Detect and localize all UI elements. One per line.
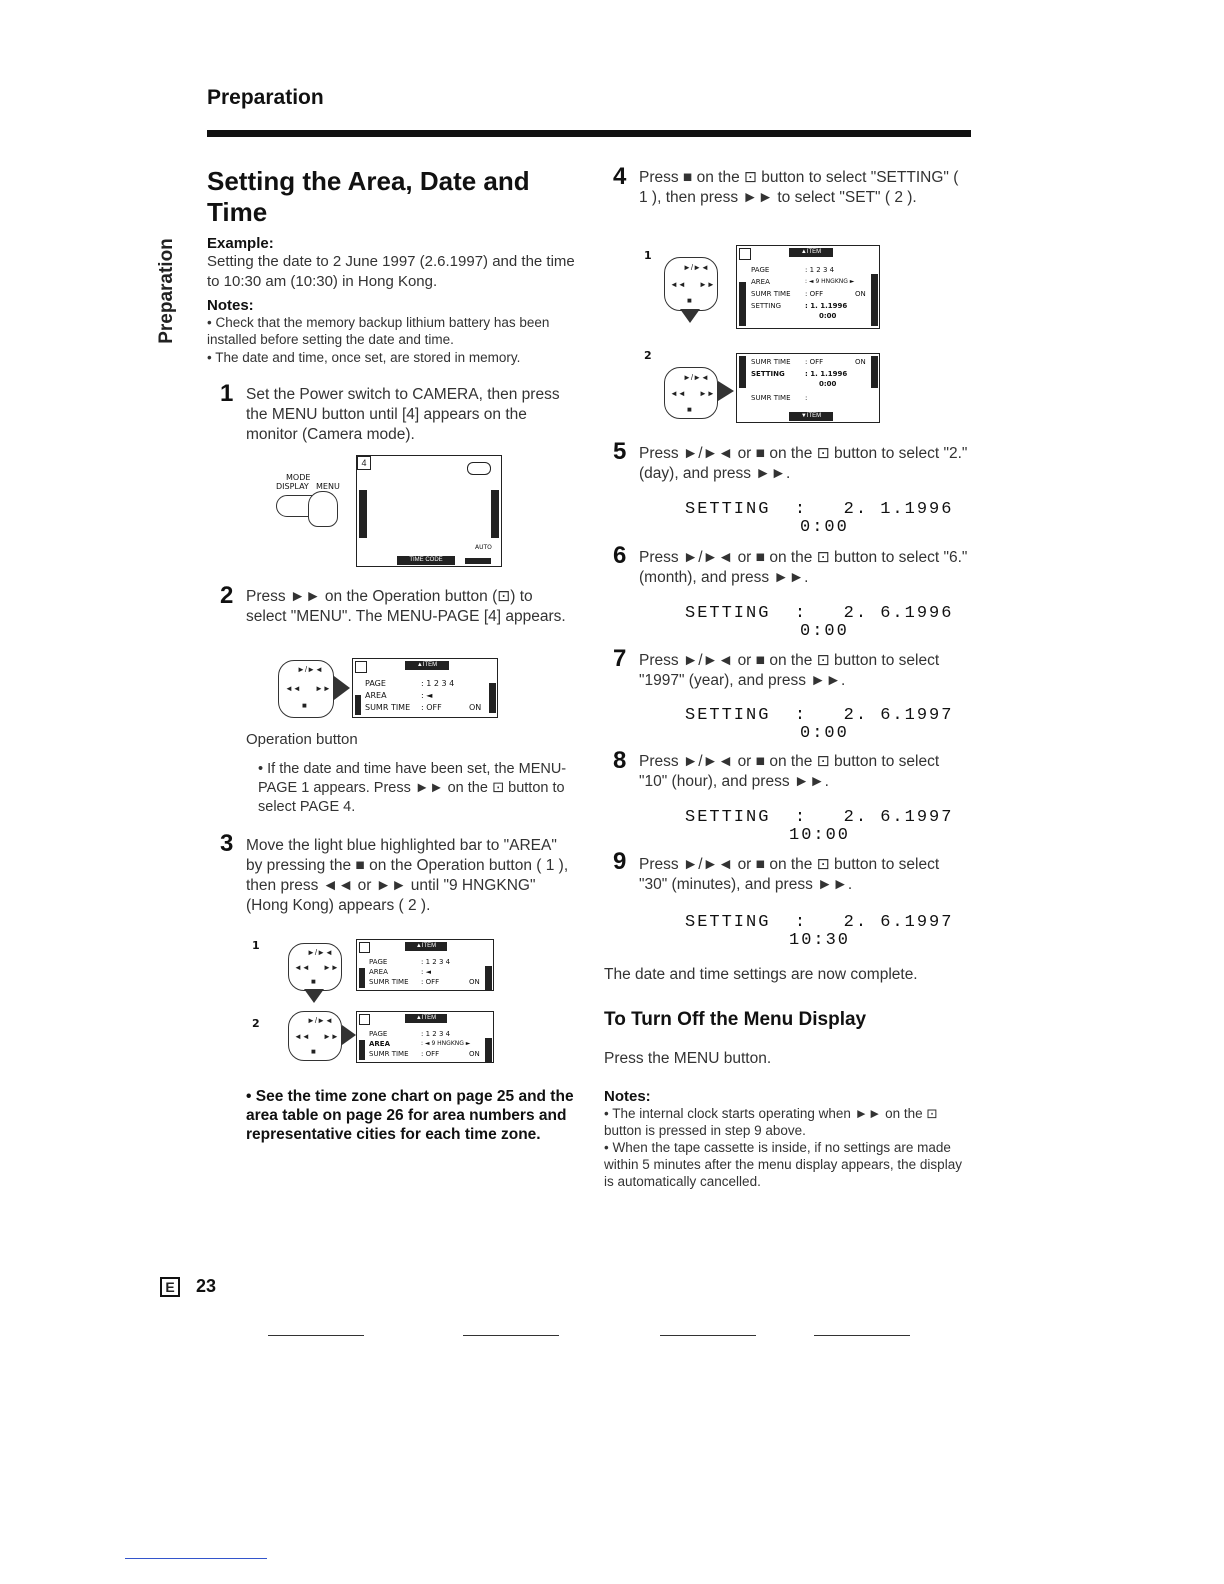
area-row-value: : ◄ 9 HNGKNG ►	[421, 1040, 471, 1047]
complete-text: The date and time settings are now complete.	[604, 966, 918, 983]
cassette-icon	[467, 462, 491, 475]
display-label: DISPLAY	[276, 482, 309, 491]
note-item: • Check that the memory backup lithium battery has been installed before setting the date and time.	[207, 315, 550, 347]
step-text: Press ►/►◄ or ■ on the ⊡ button to select "30" (minutes), and press ►►.	[639, 856, 940, 893]
left-strip	[359, 968, 365, 988]
page-row-label: PAGE	[751, 266, 770, 274]
display-readout: SETTING : 2. 6.1997	[685, 706, 954, 725]
right-strip	[485, 1038, 492, 1062]
sumr-row-value: : OFF	[805, 290, 824, 298]
page-title: Setting the Area, Date and Time	[207, 166, 530, 227]
right-arrow-icon	[334, 676, 350, 700]
right-strip	[871, 356, 878, 388]
area-row-label: AREA	[369, 1040, 391, 1048]
camera-mode-figure	[272, 455, 504, 570]
sumr-row-value: : OFF	[805, 358, 824, 366]
operation-button: ►/►◄ ◄◄ ►► ■	[288, 1011, 342, 1061]
side-tab-label: Preparation	[155, 238, 177, 344]
page-icon	[355, 661, 367, 673]
finger-icon	[308, 491, 338, 527]
step-number: 5	[613, 438, 627, 465]
figure-step-number: 2	[252, 1017, 260, 1030]
item-bar: ▲ITEM	[405, 661, 449, 670]
area-row-label: AREA	[751, 278, 770, 286]
menu-strip	[491, 490, 499, 538]
right-strip	[485, 966, 492, 990]
bullet-note: • If the date and time have been set, the MENU-PAGE 1 appears. Press ►► on the ⊡ button to select PAGE 4.	[258, 761, 567, 815]
bold-note: • See the time zone chart on page 25 and the area table on page 26 for area numbers and representative cities for each time zone.	[246, 1088, 574, 1143]
display-time: 0:00	[800, 724, 849, 743]
step-number: 6	[613, 542, 627, 569]
notes-label: Notes:	[604, 1088, 651, 1105]
area-row-value: : ◄	[421, 691, 433, 700]
sumr-row-value: :	[805, 394, 808, 402]
display-time: 0:00	[800, 518, 849, 537]
setting-row-label: SETTING	[751, 370, 785, 378]
page-number: 23	[196, 1276, 217, 1296]
page-row-value: : 1 2 3 4	[421, 958, 451, 966]
item-bar: ▲ITEM	[405, 942, 447, 951]
left-strip	[739, 356, 746, 388]
setting-row-label: SETTING	[751, 302, 782, 310]
item-bar: ▲ITEM	[405, 1014, 447, 1023]
menu-page-figure	[278, 658, 500, 720]
page-row-label: PAGE	[365, 679, 386, 688]
step-text: Press ►/►◄ or ■ on the ⊡ button to select "10" (hour), and press ►►.	[639, 753, 940, 790]
sumr-row-label: SUMR TIME	[751, 394, 791, 402]
left-strip	[739, 282, 746, 326]
page-row-label: PAGE	[369, 1030, 388, 1038]
on-label: ON	[469, 978, 480, 986]
sumr-row-value: : OFF	[421, 978, 440, 986]
right-arrow-icon	[718, 381, 734, 401]
right-strip	[871, 274, 878, 326]
down-arrow-icon	[304, 989, 324, 1003]
auto-label: AUTO	[475, 544, 492, 551]
page-row-label: PAGE	[369, 958, 388, 966]
area-row-label: AREA	[365, 691, 387, 700]
display-readout: SETTING : 2. 6.1996	[685, 604, 954, 623]
figure-caption: Operation button	[246, 731, 358, 748]
page-row-value: : 1 2 3 4	[421, 1030, 451, 1038]
display-readout: SETTING : 2. 6.1997	[685, 913, 954, 932]
operation-button: ►/►◄ ◄◄ ►► ■	[664, 257, 718, 311]
figure-step-number: 1	[252, 939, 260, 952]
step-text: Press ►/►◄ or ■ on the ⊡ button to select "6." (month), and press ►►.	[639, 549, 968, 586]
page-icon	[359, 942, 370, 953]
step-text: Press ►► on the Operation button (⊡) to select "MENU". The MENU-PAGE [4] appears.	[246, 588, 566, 625]
figure-step-number: 2	[644, 349, 652, 362]
menu-screen	[356, 939, 494, 991]
menu-screen	[736, 245, 880, 329]
step-number: 9	[613, 848, 627, 875]
down-arrow-icon	[680, 309, 700, 323]
bottom-link-rule	[125, 1558, 267, 1559]
timecode-bar: TIME CODE	[397, 556, 455, 565]
example-label: Example:	[207, 235, 274, 252]
bottom-rule	[268, 1335, 364, 1336]
menu-screen	[352, 658, 498, 718]
sumr-row-value: : OFF	[421, 703, 442, 712]
turn-off-text: Press the MENU button.	[604, 1050, 772, 1067]
setting-row-value: : 1. 1.1996	[805, 302, 848, 310]
setting-time-value: 0:00	[819, 312, 837, 320]
tape-indicator	[465, 558, 491, 564]
sumr-row-label: SUMR TIME	[751, 358, 791, 366]
note-item: • The date and time, once set, are stored in memory.	[207, 350, 521, 365]
step-text: Move the light blue highlighted bar to "AREA" by pressing the ■ on the Operation button ( 1 ), then press ◄◄ or ►► until "9 HNGKNG" (Hong Kong) appears ( 2 ).	[246, 837, 569, 914]
figure-step-number: 1	[644, 249, 652, 262]
menu-label: MENU	[316, 482, 340, 491]
page-icon: 4	[357, 456, 371, 470]
page-icon	[739, 248, 751, 260]
operation-button: ►/►◄ ◄◄ ►► ■	[278, 660, 334, 718]
bottom-rule	[463, 1335, 559, 1336]
display-readout: SETTING : 2. 1.1996	[685, 500, 954, 519]
example-text: Setting the date to 2 June 1997 (2.6.1997) and the time to 10:30 am (10:30) in Hong Kong.	[207, 253, 575, 290]
note-item: • The internal clock starts operating when ►► on the ⊡ button is pressed in step 9 above.	[604, 1106, 938, 1138]
on-label: ON	[855, 290, 866, 298]
display-time: 10:00	[789, 826, 851, 845]
bottom-rule	[660, 1335, 756, 1336]
step-text: Set the Power switch to CAMERA, then press the MENU button until [4] appears on the monitor (Camera mode).	[246, 386, 560, 443]
page-row-value: : 1 2 3 4	[421, 679, 455, 688]
display-time: 0:00	[800, 622, 849, 641]
area-row-value: : ◄	[421, 968, 431, 976]
item-bar-down: ▼ITEM	[789, 412, 833, 421]
left-strip	[359, 1040, 365, 1060]
area-row-label: AREA	[369, 968, 388, 976]
page-row-value: : 1 2 3 4	[805, 266, 835, 274]
sumr-row-label: SUMR TIME	[365, 703, 411, 712]
area-row-value: : ◄ 9 HNGKNG ►	[805, 278, 855, 285]
picture-strip	[359, 490, 367, 538]
on-label: ON	[469, 1050, 480, 1058]
right-strip	[489, 683, 496, 713]
language-badge: E	[160, 1277, 180, 1297]
sumr-row-label: SUMR TIME	[751, 290, 791, 298]
note-item: • When the tape cassette is inside, if no settings are made within 5 minutes after the menu display appears, the display is automatically cancelled.	[604, 1140, 962, 1189]
step-text: Press ►/►◄ or ■ on the ⊡ button to select "1997" (year), and press ►►.	[639, 652, 940, 689]
setting-time-value: 0:00	[819, 380, 837, 388]
on-label: ON	[855, 358, 866, 366]
step-number: 3	[220, 830, 234, 857]
sumr-row-label: SUMR TIME	[369, 978, 409, 986]
step-number: 4	[613, 163, 627, 190]
step-text: Press ►/►◄ or ■ on the ⊡ button to select "2." (day), and press ►►.	[639, 445, 968, 482]
section-header: Preparation	[207, 86, 324, 109]
sumr-row-label: SUMR TIME	[369, 1050, 409, 1058]
left-strip	[355, 695, 361, 715]
page-icon	[359, 1014, 370, 1025]
sumr-row-value: : OFF	[421, 1050, 440, 1058]
operation-button: ►/►◄ ◄◄ ►► ■	[664, 367, 718, 419]
monitor-screen	[356, 455, 502, 567]
step-number: 7	[613, 645, 627, 672]
header-rule	[207, 130, 971, 137]
area-setting-figure	[250, 935, 495, 1070]
menu-screen	[356, 1011, 494, 1063]
side-tab	[148, 238, 177, 344]
step-text: Press ■ on the ⊡ button to select "SETTING" ( 1 ), then press ►► to select "SET" ( 2 ).	[639, 169, 959, 206]
operation-button: ►/►◄ ◄◄ ►► ■	[288, 943, 342, 991]
settings-figure	[640, 243, 885, 428]
setting-row-value: : 1. 1.1996	[805, 370, 848, 378]
notes-label: Notes:	[207, 297, 254, 314]
menu-screen	[736, 353, 880, 423]
right-arrow-icon	[342, 1025, 356, 1045]
step-number: 2	[220, 582, 234, 609]
turn-off-heading: To Turn Off the Menu Display	[604, 1009, 867, 1030]
bottom-rule	[814, 1335, 910, 1336]
step-number: 8	[613, 747, 627, 774]
item-bar: ▲ITEM	[789, 248, 833, 257]
display-readout: SETTING : 2. 6.1997	[685, 808, 954, 827]
display-time: 10:30	[789, 931, 851, 950]
step-number: 1	[220, 380, 234, 407]
on-label: ON	[469, 703, 482, 712]
mode-label: MODE	[286, 473, 311, 482]
